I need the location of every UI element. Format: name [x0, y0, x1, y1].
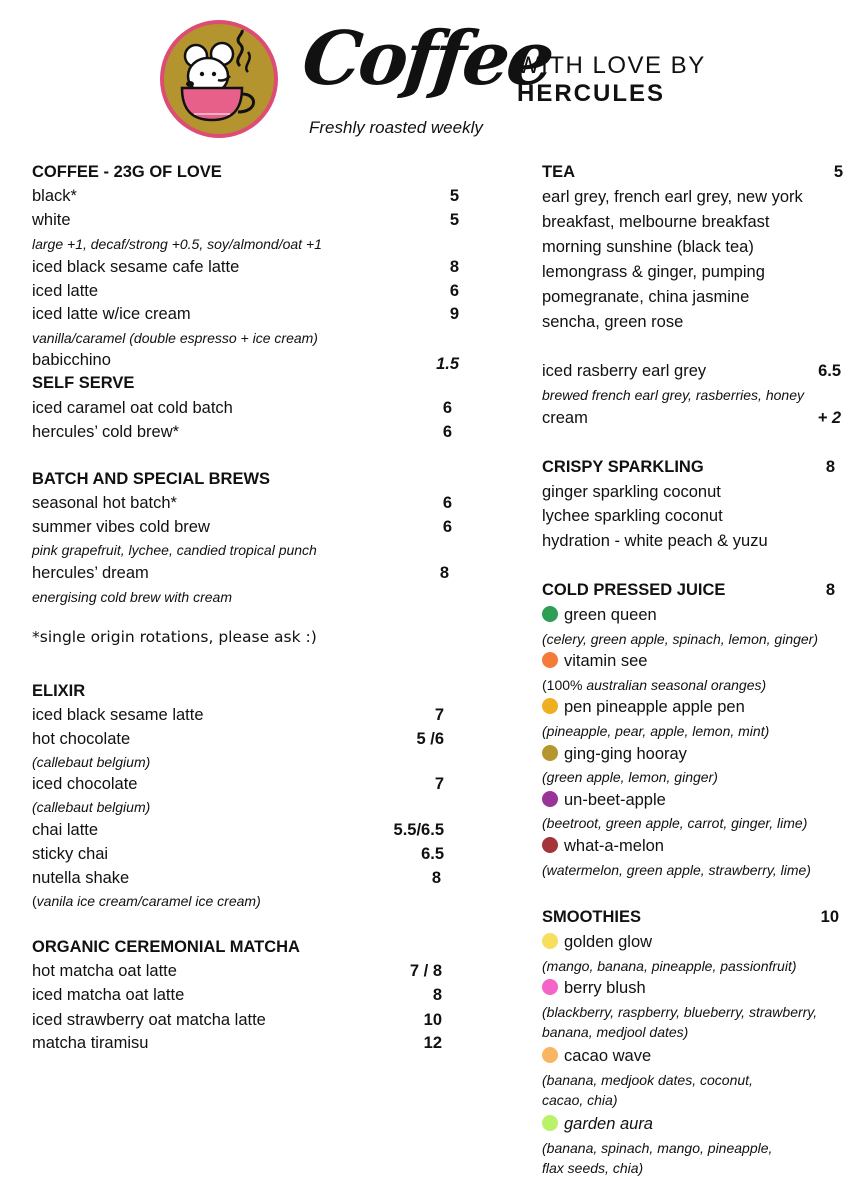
- menu-item-name: sticky chai: [32, 845, 109, 863]
- menu-item-name: summer vibes cold brew: [32, 518, 210, 536]
- juice-item: green queen: [542, 605, 657, 625]
- juice-item: pen pineapple apple pen: [542, 697, 745, 717]
- tea-line: pomegranate, china jasmine: [542, 288, 750, 306]
- footnote: *single origin rotations, please ask :): [32, 628, 317, 646]
- menu-item-price: 1.5: [436, 355, 459, 373]
- menu-item-note: (callebaut belgium): [32, 799, 151, 815]
- menu-item-note: large +1, decaf/strong +0.5, soy/almond/oat +1: [32, 236, 322, 252]
- juice-note: (beetroot, green apple, carrot, ginger, lime): [542, 815, 808, 831]
- section-price: 10: [820, 908, 839, 926]
- tea-line: earl grey, french earl grey, new york: [542, 188, 803, 206]
- smoothie-note: (mango, banana, pineapple, passionfruit): [542, 958, 797, 974]
- brand-name: HERCULES: [517, 80, 666, 107]
- menu-item-name: hercules’ cold brew*: [32, 423, 180, 441]
- smoothie-item: berry blush: [542, 978, 646, 998]
- menu-item-name: white: [32, 211, 71, 229]
- smoothie-item: garden aura: [542, 1114, 653, 1134]
- sparkling-item: hydration - white peach & yuzu: [542, 532, 768, 550]
- menu-item-price: 5 /6: [416, 730, 444, 748]
- section-price: 8: [825, 581, 835, 599]
- with-love-by: WITH LOVE BY: [517, 52, 706, 79]
- menu-item-name: matcha tiramisu: [32, 1034, 149, 1052]
- menu-item-name: iced black sesame cafe latte: [32, 258, 240, 276]
- menu-item-price: 6: [442, 399, 452, 417]
- smoothie-item: golden glow: [542, 932, 652, 952]
- menu-item-name: hot matcha oat latte: [32, 962, 177, 980]
- menu-item-note: vanilla/caramel (double espresso + ice cream): [32, 330, 318, 346]
- juice-item: what-a-melon: [542, 836, 664, 856]
- menu-item-price: 6: [442, 423, 452, 441]
- menu-item-price: 7: [434, 706, 444, 724]
- menu-item-name: black*: [32, 187, 77, 205]
- menu-item-name: hercules’ dream: [32, 564, 149, 582]
- tea-line: morning sunshine (black tea): [542, 238, 754, 256]
- section-heading: CRISPY SPARKLING: [542, 458, 704, 476]
- section-heading: BATCH AND SPECIAL BREWS: [32, 470, 271, 488]
- red-dot-icon: [542, 837, 558, 853]
- juice-note: (green apple, lemon, ginger): [542, 769, 718, 785]
- smoothie-note: banana, medjool dates): [542, 1024, 689, 1040]
- menu-item-note: (vanila ice cream/caramel ice cream): [32, 893, 261, 909]
- section-price: 5: [833, 163, 843, 181]
- tea-line: breakfast, melbourne breakfast: [542, 213, 770, 231]
- tea-line: sencha, green rose: [542, 313, 684, 331]
- sparkling-item: ginger sparkling coconut: [542, 483, 721, 501]
- menu-item-price: 8: [431, 869, 441, 887]
- tea-line: lemongrass & ginger, pumping: [542, 263, 765, 281]
- section-heading: COFFEE - 23G OF LOVE: [32, 163, 222, 181]
- menu-item-name: iced strawberry oat matcha latte: [32, 1011, 266, 1029]
- section-price: 8: [825, 458, 835, 476]
- orange-dot-icon: [542, 652, 558, 668]
- juice-note: (pineapple, pear, apple, lemon, mint): [542, 723, 770, 739]
- menu-item-price: 6: [442, 518, 452, 536]
- menu-item-price: 7: [434, 775, 444, 793]
- pink-dot-icon: [542, 979, 558, 995]
- menu-item-name: hot chocolate: [32, 730, 131, 748]
- menu-item-name: babicchino: [32, 351, 111, 369]
- smoothie-note: cacao, chia): [542, 1092, 618, 1108]
- menu-item-price: 5.5/6.5: [393, 821, 444, 839]
- menu-item-name: iced latte w/ice cream: [32, 305, 191, 323]
- section-heading: ORGANIC CEREMONIAL MATCHA: [32, 938, 300, 956]
- coffee-wordmark: Coffee: [298, 16, 556, 102]
- menu-item-price: 7 / 8: [409, 962, 442, 980]
- smoothie-note: flax seeds, chia): [542, 1160, 644, 1176]
- olive-dot-icon: [542, 745, 558, 761]
- section-heading: SELF SERVE: [32, 374, 135, 392]
- menu-item-price: 8: [432, 986, 442, 1004]
- menu-item-name: chai latte: [32, 821, 99, 839]
- menu-item-price: 5: [449, 187, 459, 205]
- section-heading: SMOOTHIES: [542, 908, 642, 926]
- menu-item-name: iced black sesame latte: [32, 706, 204, 724]
- section-heading: TEA: [542, 163, 575, 181]
- menu-item-price: 8: [449, 258, 459, 276]
- hercules-logo: [158, 18, 280, 140]
- sparkling-item: lychee sparkling coconut: [542, 507, 723, 525]
- menu-item-note: (callebaut belgium): [32, 754, 151, 770]
- menu-item-note: pink grapefruit, lychee, candied tropical punch: [32, 542, 317, 558]
- menu-item-price: 9: [449, 305, 459, 323]
- purple-dot-icon: [542, 791, 558, 807]
- menu-item-name: seasonal hot batch*: [32, 494, 177, 512]
- menu-item-name: nutella shake: [32, 869, 130, 887]
- menu-item-price: 6: [442, 494, 452, 512]
- menu-item-name: cream: [542, 409, 588, 427]
- tagline: Freshly roasted weekly: [309, 118, 483, 137]
- menu-item-price: 8: [439, 564, 449, 582]
- yellow-dot-icon: [542, 698, 558, 714]
- menu-item-price: 6.5: [421, 845, 444, 863]
- menu-item-price: 12: [423, 1034, 442, 1052]
- smoothie-note: (blackberry, raspberry, blueberry, strawberry,: [542, 1004, 818, 1020]
- menu-item-price: 6.5: [818, 362, 841, 380]
- menu-item-name: iced matcha oat latte: [32, 986, 185, 1004]
- juice-note: (watermelon, green apple, strawberry, lime): [542, 862, 811, 878]
- section-heading: COLD PRESSED JUICE: [542, 581, 726, 599]
- menu-item-note: energising cold brew with cream: [32, 589, 232, 605]
- juice-item: un-beet-apple: [542, 790, 666, 810]
- orange-dot-icon: [542, 1047, 558, 1063]
- juice-note: (celery, green apple, spinach, lemon, ginger): [542, 631, 819, 647]
- section-heading: ELIXIR: [32, 682, 86, 700]
- menu-item-name: iced caramel oat cold batch: [32, 399, 233, 417]
- juice-note: (100% australian seasonal oranges): [542, 677, 767, 693]
- menu-item-price: 10: [423, 1011, 442, 1029]
- menu-item-note: brewed french earl grey, rasberries, honey: [542, 387, 804, 403]
- juice-item: ging-ging hooray: [542, 744, 687, 764]
- lime-dot-icon: [542, 1115, 558, 1131]
- menu-item-price: 6: [449, 282, 459, 300]
- smoothie-note: (banana, spinach, mango, pineapple,: [542, 1140, 773, 1156]
- yellow-dot-icon: [542, 933, 558, 949]
- menu-item-price: + 2: [817, 409, 841, 427]
- menu-item-name: iced chocolate: [32, 775, 138, 793]
- menu-item-name: iced rasberry earl grey: [542, 362, 707, 380]
- menu-item-name: iced latte: [32, 282, 99, 300]
- juice-item: vitamin see: [542, 651, 647, 671]
- menu-item-price: 5: [449, 211, 459, 229]
- green-dot-icon: [542, 606, 558, 622]
- smoothie-item: cacao wave: [542, 1046, 651, 1066]
- smoothie-note: (banana, medjook dates, coconut,: [542, 1072, 753, 1088]
